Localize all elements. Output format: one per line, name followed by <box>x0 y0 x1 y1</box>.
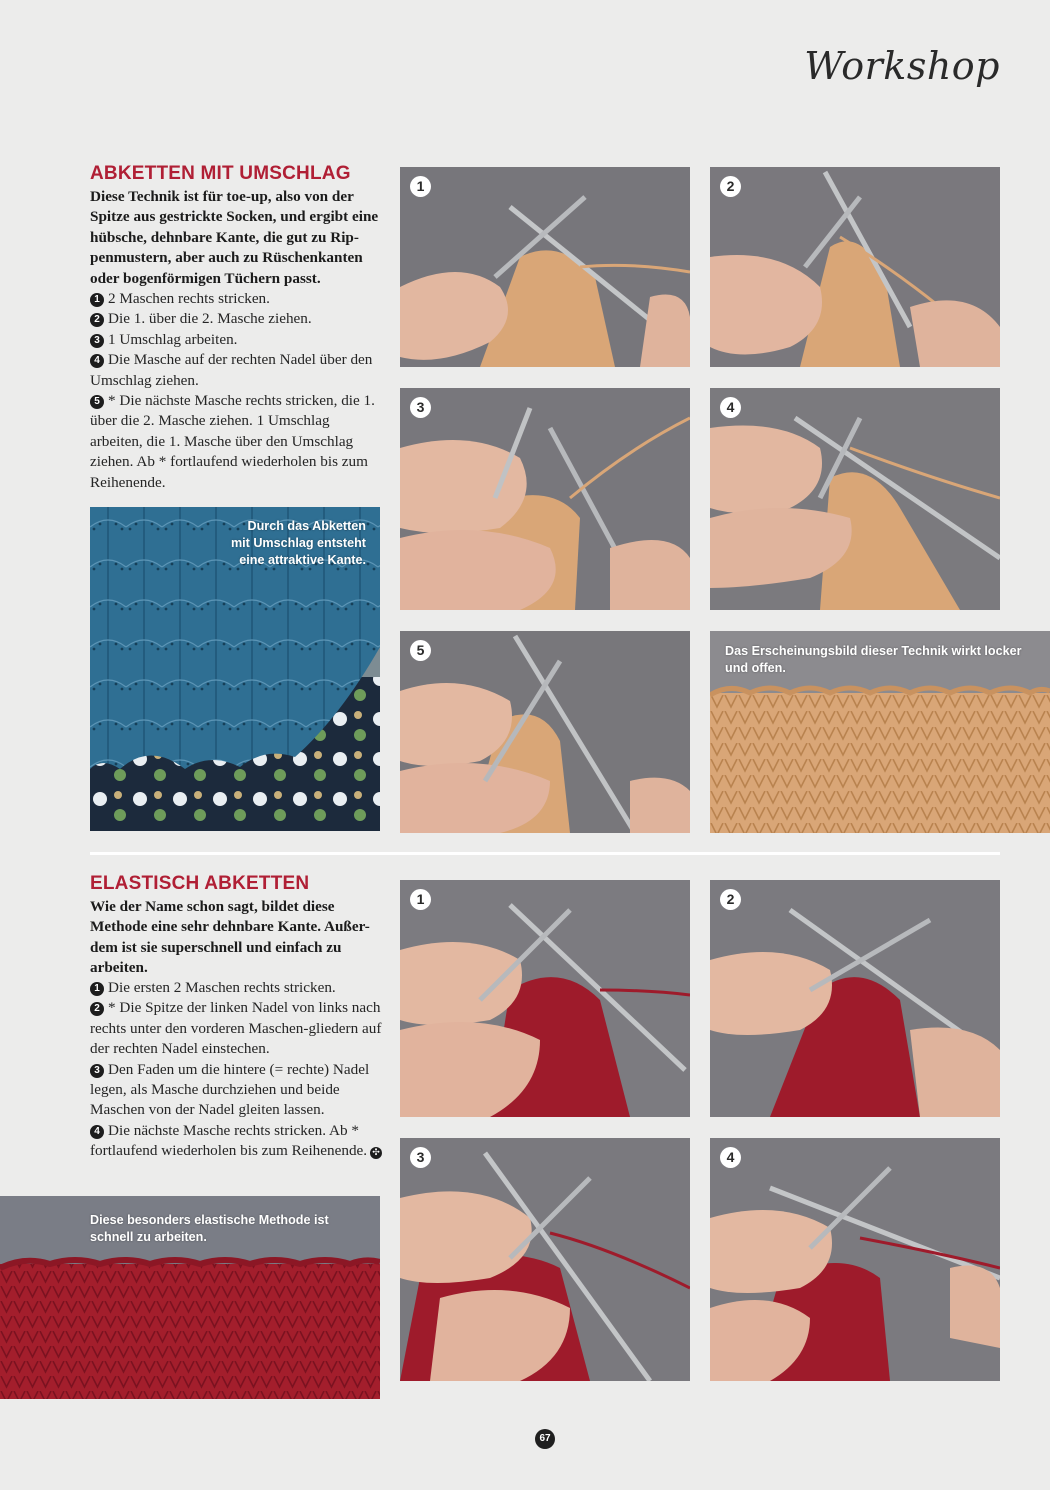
section2-steps <box>90 978 384 1162</box>
step-number-icon: 3 <box>90 334 104 348</box>
step-number-icon: 1 <box>90 293 104 307</box>
step-number-icon: 5 <box>90 395 104 409</box>
elastic-step2-photo <box>710 880 1000 1117</box>
shawl-photo <box>90 507 380 831</box>
step-badge: 1 <box>410 176 431 197</box>
step-item: 3 Den Faden um die hintere (= rechte) Nadel legen, als Masche durchziehen und beide Maschen von der Nadel gleiten lassen. <box>90 1060 370 1119</box>
step-item: 2 * Die Spitze der linken Nadel von links nach rechts unter den vorderen Maschen-gliedern auf der rechten Nadel einstechen. <box>90 999 382 1058</box>
step-badge: 3 <box>410 397 431 418</box>
step-item: 2 Die 1. über die 2. Masche ziehen. <box>90 309 384 329</box>
step-number-icon: 4 <box>90 1125 104 1139</box>
section1-title: ABKETTEN MIT UMSCHLAG <box>90 163 351 184</box>
step-item: 1 2 Maschen rechts stricken. <box>90 289 384 309</box>
step-number-icon: 2 <box>90 313 104 327</box>
step-number-icon: 2 <box>90 1002 104 1016</box>
red-edge-photo <box>0 1196 380 1399</box>
step-item: 1 Die ersten 2 Maschen rechts stricken. <box>90 978 384 998</box>
step1-photo <box>400 167 690 367</box>
step5-photo <box>400 631 690 833</box>
section1-steps <box>90 289 384 493</box>
end-of-article-icon: ✣ <box>370 1147 382 1159</box>
step-badge: 1 <box>410 889 431 910</box>
step3-photo <box>400 388 690 610</box>
page-header-title: Workshop <box>804 44 1000 88</box>
shawl-caption: Durch das Abketten mit Umschlag entsteht eine attraktive Kante. <box>230 519 366 567</box>
step-item: 5 * Die nächste Masche rechts stricken, die 1. über die 2. Masche ziehen. 1 Umschlag arbeiten, die 1. Masche über den Umschlag ziehen. Ab * fortlaufend wiederholen bis zum Reihenende. <box>90 392 375 491</box>
elastic-step4-photo <box>710 1138 1000 1381</box>
elastic-step1-photo <box>400 880 690 1117</box>
step-badge: 2 <box>720 889 741 910</box>
step-badge: 4 <box>720 397 741 418</box>
section1-intro: Diese Technik ist für toe-up, also von der Spitze aus gestrickte Socken, und ergibt eine hübsche, dehnbare Kante, die gut zu Rip-penmustern, aber auch zu Rüschenkanten oder bogenförmigen Tüchern passt. <box>90 188 379 287</box>
page-number: 67 <box>535 1429 555 1449</box>
step4-photo <box>710 388 1000 610</box>
step-item: 4 Die Masche auf der rechten Nadel über den Umschlag ziehen. <box>90 351 373 389</box>
step-item: 4 Die nächste Masche rechts stricken. Ab * fortlaufend wiederholen bis zum Reihenende. ✣ <box>90 1121 384 1162</box>
step-badge: 3 <box>410 1147 431 1168</box>
red-edge-caption: Diese besonders elastische Methode ist schnell zu arbeiten. <box>90 1213 329 1244</box>
step-badge: 2 <box>720 176 741 197</box>
tan-edge-photo <box>710 631 1050 833</box>
step2-photo <box>710 167 1000 367</box>
section2-intro: Wie der Name schon sagt, bildet diese Methode eine sehr dehnbare Kante. Außer-dem ist sie superschnell und einfach zu arbeiten. <box>90 898 370 977</box>
step-badge: 5 <box>410 640 431 661</box>
step-number-icon: 3 <box>90 1064 104 1078</box>
step-number-icon: 4 <box>90 354 104 368</box>
step-item: 3 1 Umschlag arbeiten. <box>90 330 384 350</box>
step-badge: 4 <box>720 1147 741 1168</box>
tan-edge-caption: Das Erscheinungsbild dieser Technik wirkt locker und offen. <box>725 644 1022 675</box>
elastic-step3-photo <box>400 1138 690 1381</box>
step-number-icon: 1 <box>90 982 104 996</box>
section2-title: ELASTISCH ABKETTEN <box>90 873 310 894</box>
section-divider <box>90 852 1000 855</box>
